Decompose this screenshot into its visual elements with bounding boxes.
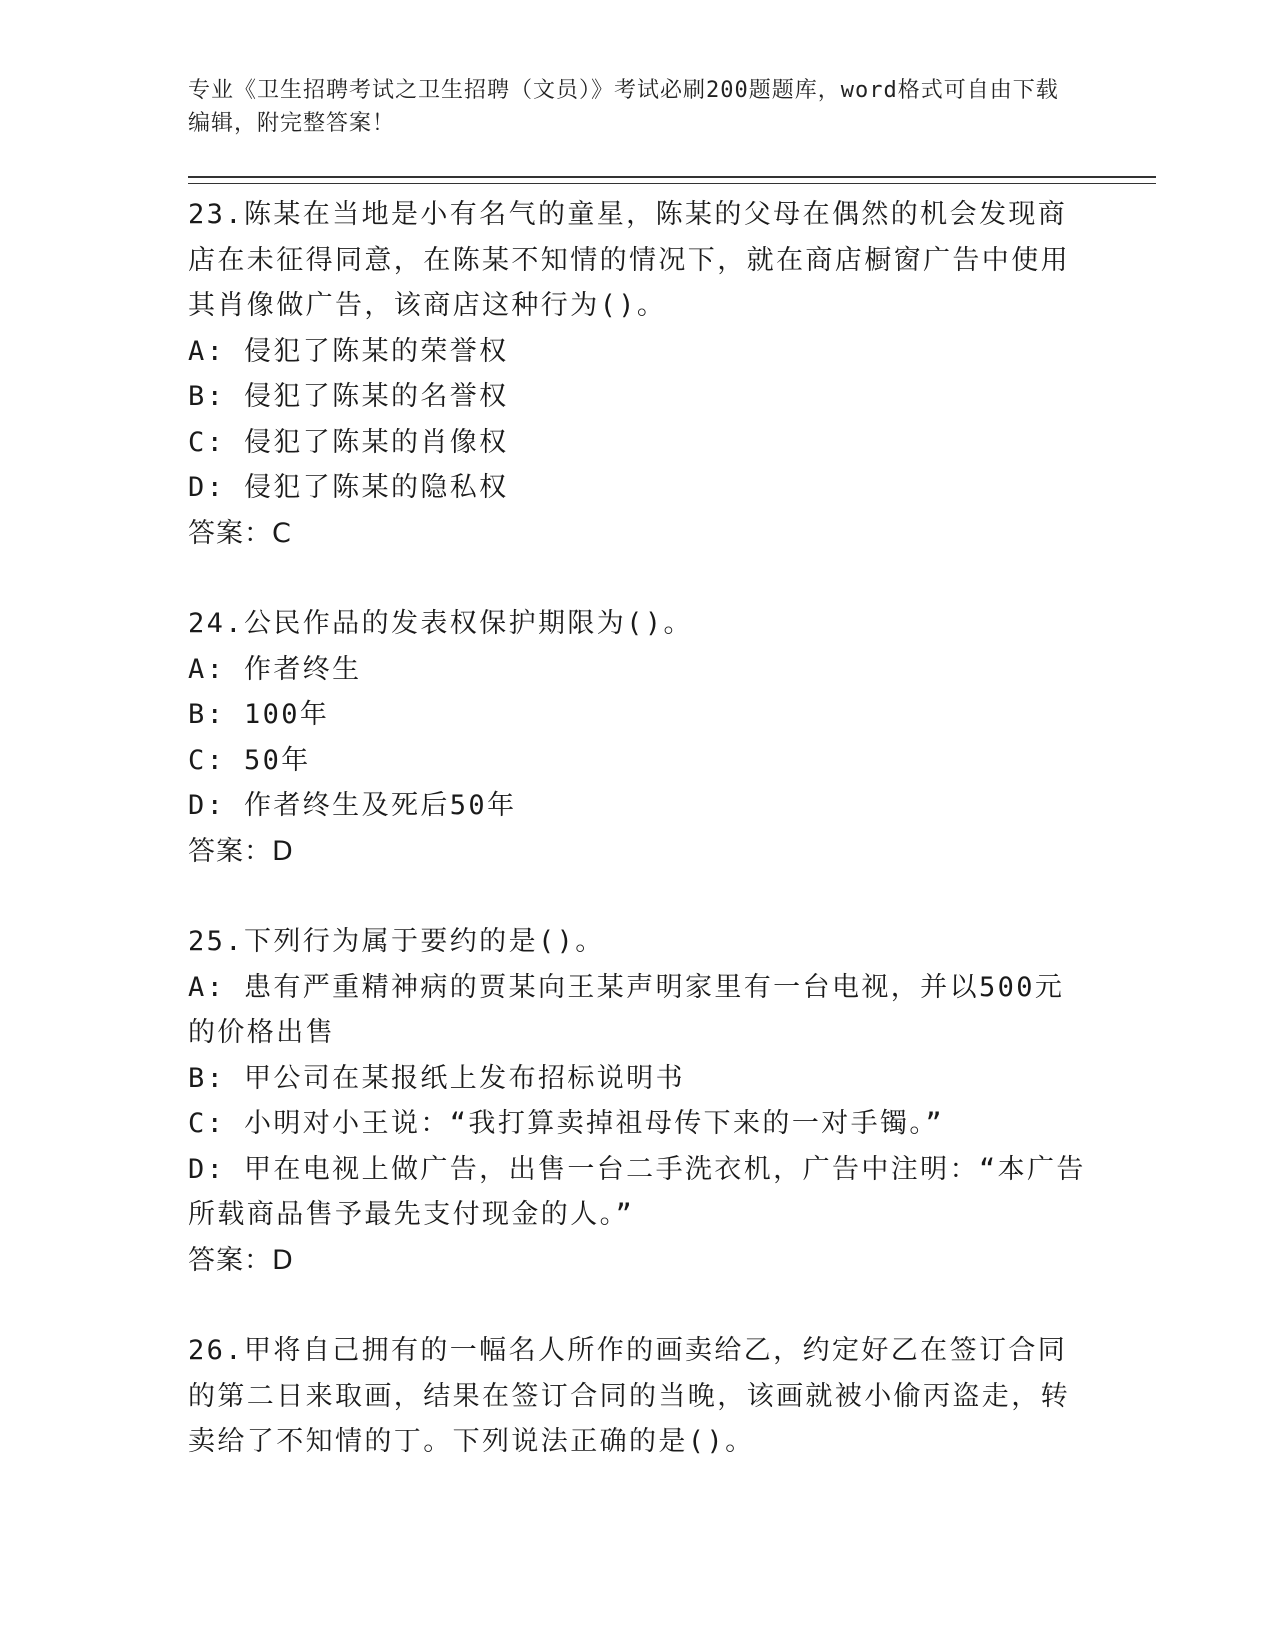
option-c: C: 50年: [188, 744, 311, 776]
question-stem: 26.甲将自己拥有的一幅名人所作的画卖给乙，约定好乙在签订合同的第二日来取画，结果在签订合同的当晚，该画就被小偷丙盗走，转卖给了不知情的丁。下列说法正确的是()。: [188, 1335, 1070, 1457]
option-b: B: 侵犯了陈某的名誉权: [188, 381, 509, 412]
question-list: [188, 192, 1088, 1465]
question-23: [188, 192, 1088, 556]
question-stem: 24.公民作品的发表权保护期限为()。: [188, 608, 693, 639]
answer-line: 答案：D: [188, 835, 294, 867]
answer-line: 答案：C: [188, 517, 292, 549]
spacer: [188, 1283, 1088, 1328]
header-divider: [188, 176, 1156, 184]
option-a: A: 患有严重精神病的贾某向王某声明家里有一台电视，并以500元的价格出售: [188, 971, 1065, 1048]
spacer: [188, 556, 1088, 601]
question-25: [188, 919, 1088, 1283]
option-c: C: 侵犯了陈某的肖像权: [188, 426, 509, 458]
question-stem: 25.下列行为属于要约的是()。: [188, 926, 605, 957]
option-c: C: 小明对小王说：“我打算卖掉祖母传下来的一对手镯。”: [188, 1108, 944, 1139]
option-b: B: 100年: [188, 699, 330, 730]
option-a: A: 作者终生: [188, 653, 362, 685]
option-d: D: 作者终生及死后50年: [188, 790, 517, 821]
option-d: D: 侵犯了陈某的隐私权: [188, 472, 509, 503]
question-26: [188, 1328, 1088, 1465]
option-d: D: 甲在电视上做广告，出售一台二手洗衣机，广告中注明：“本广告所载商品售予最先支付现金的人。”: [188, 1153, 1086, 1230]
question-stem: 23.陈某在当地是小有名气的童星，陈某的父母在偶然的机会发现商店在未征得同意，在陈某不知情的情况下，就在商店橱窗广告中使用其肖像做广告，该商店这种行为()。: [188, 199, 1070, 321]
spacer: [188, 874, 1088, 919]
document-header-title: 专业《卫生招聘考试之卫生招聘（文员）》考试必刷200题题库，word格式可自由下载编辑，附完整答案！: [188, 78, 1059, 136]
option-b: B: 甲公司在某报纸上发布招标说明书: [188, 1062, 685, 1094]
answer-line: 答案：D: [188, 1244, 294, 1276]
question-24: [188, 601, 1088, 874]
option-a: A: 侵犯了陈某的荣誉权: [188, 335, 509, 367]
